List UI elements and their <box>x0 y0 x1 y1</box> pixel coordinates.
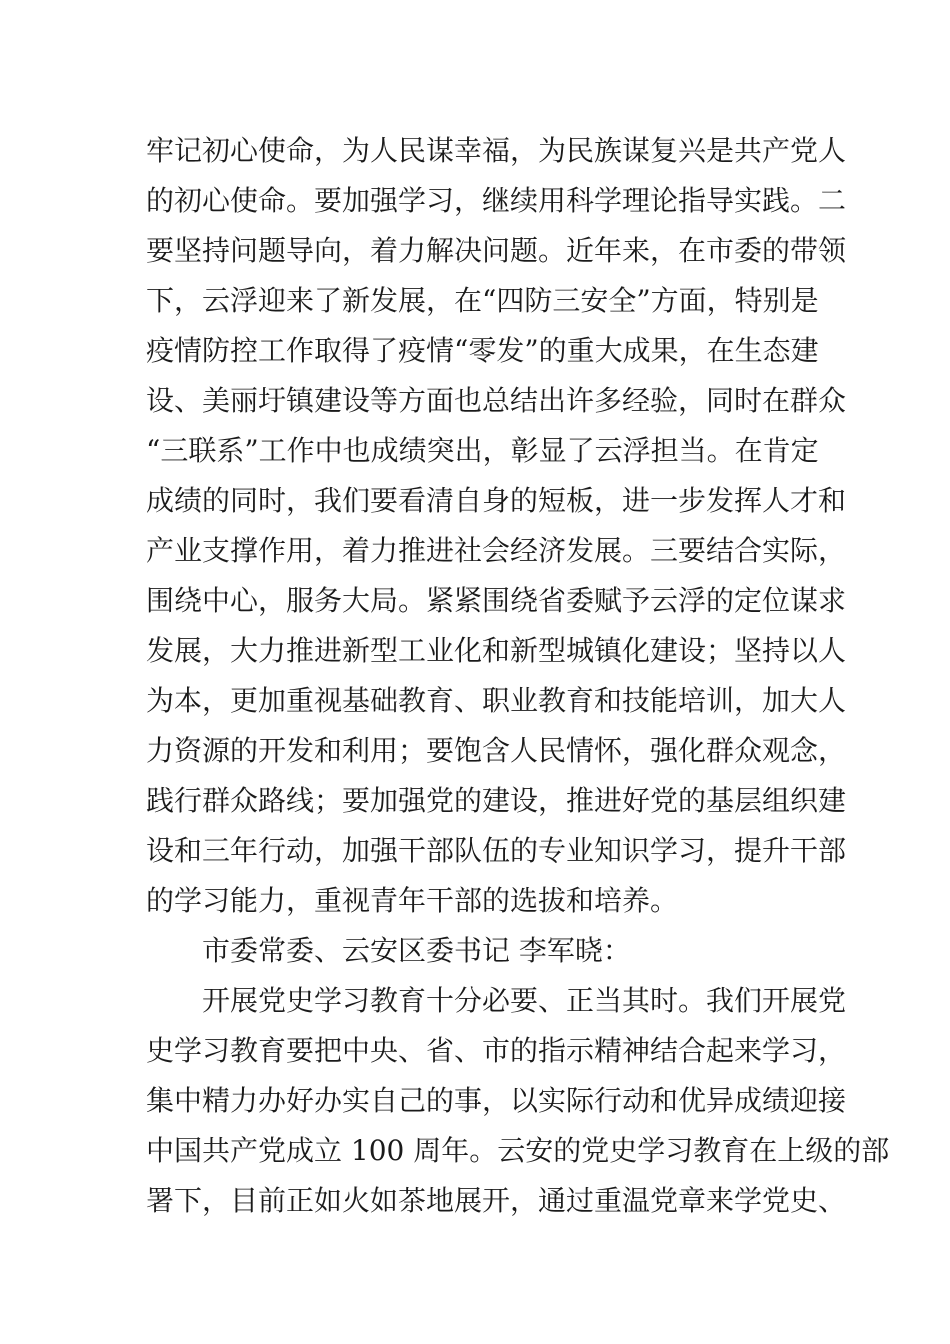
speaker-heading: 市委常委、云安区委书记 李军晓： <box>202 934 631 967</box>
text-line: 下，云浮迎来了新发展，在“四防三安全”方面，特别是 <box>146 284 819 317</box>
text-line: 开展党史学习教育十分必要、正当其时。我们开展党 <box>202 984 847 1017</box>
text-line: 践行群众路线；要加强党的建设，推进好党的基层组织建 <box>146 784 847 817</box>
text-line: 集中精力办好办实自己的事，以实际行动和优异成绩迎接 <box>146 1084 847 1117</box>
text-line: 署下，目前正如火如茶地展开，通过重温党章来学党史、 <box>146 1184 847 1217</box>
text-line: 的初心使命。要加强学习，继续用科学理论指导实践。二 <box>146 184 847 217</box>
text-line: 为本，更加重视基础教育、职业教育和技能培训，加大人 <box>146 684 847 717</box>
text-line: 的学习能力，重视青年干部的选拔和培养。 <box>146 884 679 917</box>
text-line: 产业支撑作用，着力推进社会经济发展。三要结合实际， <box>146 534 847 567</box>
text-line: 设和三年行动，加强干部队伍的专业知识学习，提升干部 <box>146 834 847 867</box>
text-line: 疫情防控工作取得了疫情“零发”的重大成果，在生态建 <box>146 334 819 367</box>
text-line: 要坚持问题导向，着力解决问题。近年来，在市委的带领 <box>146 234 847 267</box>
text-line: 牢记初心使命，为人民谋幸福，为民族谋复兴是共产党人 <box>146 134 847 167</box>
text-line: 成绩的同时，我们要看清自身的短板，进一步发挥人才和 <box>146 484 847 517</box>
text-line: 发展，大力推进新型工业化和新型城镇化建设；坚持以人 <box>146 634 847 667</box>
text-line: 中国共产党成立 100 周年。云安的党史学习教育在上级的部 <box>146 1134 890 1167</box>
text-line: 围绕中心，服务大局。紧紧围绕省委赋予云浮的定位谋求 <box>146 584 847 617</box>
text-line: “三联系”工作中也成绩突出，彰显了云浮担当。在肯定 <box>146 434 819 467</box>
text-line: 设、美丽圩镇建设等方面也总结出许多经验，同时在群众 <box>146 384 847 417</box>
text-line: 史学习教育要把中央、省、市的指示精神结合起来学习， <box>146 1034 847 1067</box>
document-body <box>146 126 890 1226</box>
text-line: 力资源的开发和利用；要饱含人民情怀，强化群众观念， <box>146 734 847 767</box>
